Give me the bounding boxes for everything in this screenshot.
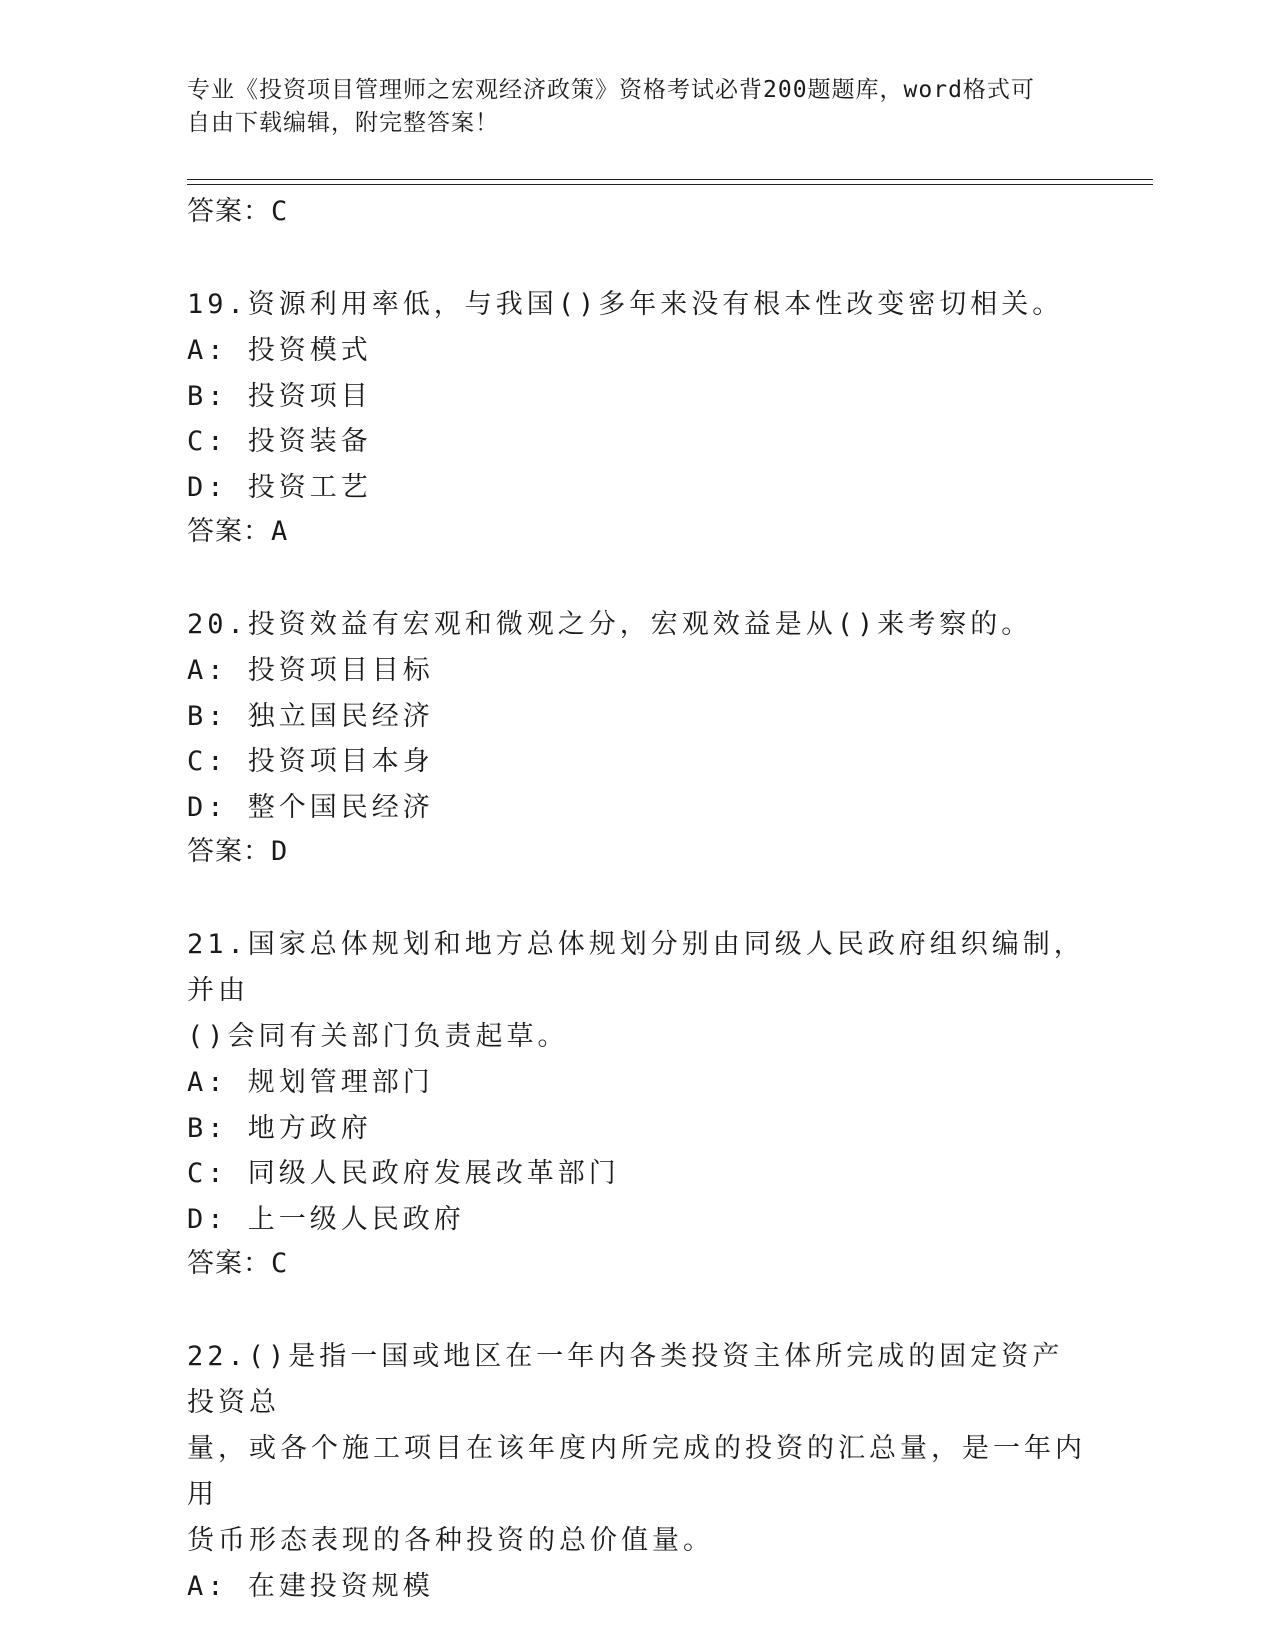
question-text-line-2: 量，或各个施工项目在该年度内所完成的投资的汇总量，是一年内用: [187, 1433, 1086, 1510]
answer-text: 答案：A: [187, 516, 289, 547]
question-list: [187, 190, 1087, 1610]
page-header: [187, 74, 1067, 140]
question-text: 20.投资效益有宏观和微观之分，宏观效益是从()来考察的。: [187, 609, 1033, 640]
option-c: C: 投资项目本身: [187, 746, 434, 777]
question-text: 19.资源利用率低，与我国()多年来没有根本性改变密切相关。: [187, 289, 1064, 320]
option-b: B: 地方政府: [187, 1112, 372, 1144]
option-c: C: 同级人民政府发展改革部门: [187, 1158, 620, 1189]
question-block: [187, 1334, 1087, 1610]
answer-text: 答案：C: [187, 1248, 289, 1279]
option-a: A: 规划管理部门: [187, 1067, 434, 1098]
option-a: A: 投资模式: [187, 335, 372, 366]
question-block: [187, 602, 1087, 874]
previous-answer: 答案：C: [187, 196, 289, 227]
header-line-1: 专业《投资项目管理师之宏观经济政策》资格考试必背200题题库，word格式可: [187, 77, 1035, 103]
header-rule-bottom: [187, 184, 1153, 185]
option-a: A: 在建投资规模: [187, 1571, 434, 1602]
question-text-line-2: ()会同有关部门负责起草。: [187, 1021, 569, 1052]
question-text-line-1: 21.国家总体规划和地方总体规划分别由同级人民政府组织编制，并由: [187, 929, 1085, 1006]
question-block: [187, 922, 1087, 1286]
option-b: B: 投资项目: [187, 380, 372, 412]
question-text-line-1: 22.()是指一国或地区在一年内各类投资主体所完成的固定资产投资总: [187, 1341, 1064, 1418]
option-d: D: 整个国民经济: [187, 791, 434, 823]
question-text-line-3: 货币形态表现的各种投资的总价值量。: [187, 1525, 714, 1556]
header-rule-top: [187, 179, 1153, 180]
option-b: B: 独立国民经济: [187, 700, 434, 732]
question-block: [187, 282, 1087, 554]
option-c: C: 投资装备: [187, 426, 372, 457]
option-d: D: 投资工艺: [187, 471, 372, 503]
answer-text: 答案：D: [187, 836, 289, 867]
option-d: D: 上一级人民政府: [187, 1203, 465, 1235]
option-a: A: 投资项目目标: [187, 655, 434, 686]
header-line-2: 自由下载编辑，附完整答案！: [187, 110, 499, 136]
